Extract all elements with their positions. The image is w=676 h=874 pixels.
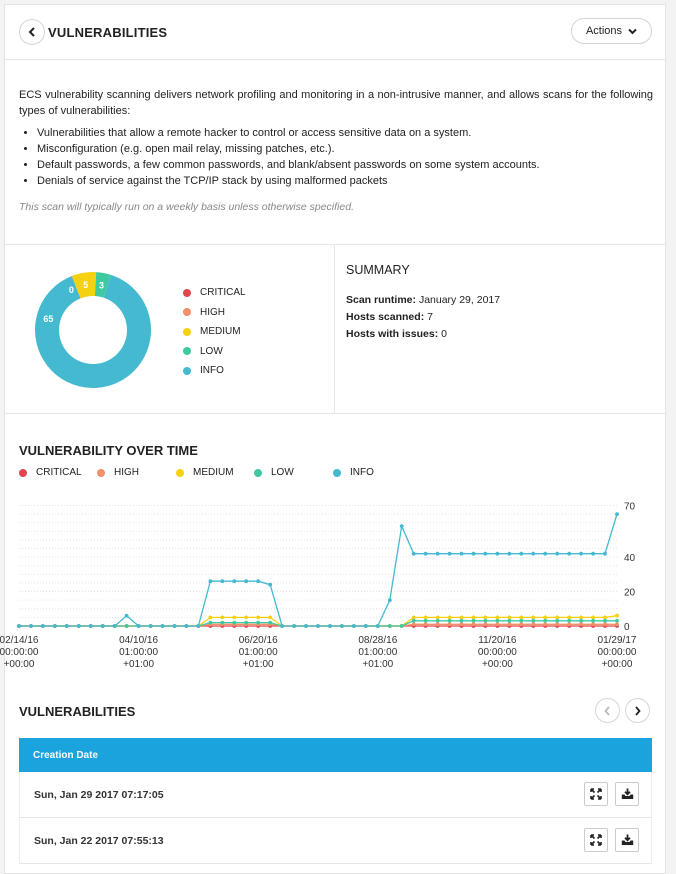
data-point-info[interactable]	[209, 579, 213, 583]
data-point-low[interactable]	[125, 624, 129, 628]
intro-section	[19, 87, 653, 215]
prev-page-button[interactable]	[595, 698, 620, 723]
data-point-low[interactable]	[555, 619, 559, 623]
data-point-low[interactable]	[603, 619, 607, 623]
legend-dot	[97, 469, 105, 477]
data-point-info[interactable]	[412, 552, 416, 556]
legend-item-info[interactable]	[183, 361, 246, 381]
summary-label: Hosts with issues:	[346, 328, 439, 340]
data-point-info[interactable]	[603, 552, 607, 556]
y-tick-label: 70	[624, 501, 636, 513]
legend-label: LOW	[271, 467, 294, 478]
x-tick-label: 00:00:00	[597, 647, 637, 658]
data-point-medium[interactable]	[448, 616, 452, 620]
severity-donut-chart	[27, 268, 159, 392]
chevron-left-icon	[28, 27, 36, 37]
vulnerability-types-list	[37, 125, 653, 189]
data-point-info[interactable]	[400, 524, 404, 528]
expand-icon	[590, 788, 602, 800]
data-point-info[interactable]	[280, 624, 284, 628]
creation-date: Sun, Jan 22 2017 07:55:13	[34, 834, 164, 847]
x-tick-label: 01:00:00	[358, 647, 398, 658]
data-point-medium[interactable]	[543, 616, 547, 620]
data-point-low[interactable]	[591, 619, 595, 623]
x-tick-label: 01:00:00	[119, 647, 159, 658]
chart-legend-info[interactable]	[333, 467, 374, 478]
data-point-high[interactable]	[436, 622, 440, 626]
data-point-info[interactable]	[316, 624, 320, 628]
data-point-medium[interactable]	[579, 616, 583, 620]
x-tick-label: +00:00	[481, 659, 513, 670]
donut-label-info: 65	[43, 314, 54, 325]
divider	[334, 245, 335, 414]
data-point-info[interactable]	[304, 624, 308, 628]
x-tick-label: 01:00:00	[238, 647, 278, 658]
chart-title: VULNERABILITY OVER TIME	[19, 443, 198, 458]
legend-dot	[183, 328, 191, 336]
data-point-low[interactable]	[268, 621, 272, 625]
data-point-medium[interactable]	[232, 616, 236, 620]
data-point-medium[interactable]	[268, 616, 272, 620]
table-title: VULNERABILITIES	[19, 704, 136, 719]
data-point-low[interactable]	[484, 619, 488, 623]
data-point-high[interactable]	[424, 622, 428, 626]
data-point-info[interactable]	[508, 552, 512, 556]
data-point-medium[interactable]	[412, 616, 416, 620]
chart-legend-low[interactable]	[254, 467, 294, 478]
data-point-low[interactable]	[567, 619, 571, 623]
data-point-low[interactable]	[388, 624, 392, 628]
data-point-info[interactable]	[496, 552, 500, 556]
data-point-info[interactable]	[185, 624, 189, 628]
data-point-medium[interactable]	[508, 616, 512, 620]
data-point-info[interactable]	[376, 624, 380, 628]
data-point-info[interactable]	[41, 624, 45, 628]
data-point-low[interactable]	[244, 621, 248, 625]
data-point-medium[interactable]	[460, 616, 464, 620]
summary-label: Hosts scanned:	[346, 311, 425, 323]
x-tick-label: +01:00	[362, 659, 394, 670]
data-point-info[interactable]	[340, 624, 344, 628]
y-tick-label: 40	[624, 553, 636, 565]
data-point-info[interactable]	[591, 552, 595, 556]
legend-dot	[176, 469, 184, 477]
page-title: VULNERABILITIES	[48, 25, 168, 40]
divider	[5, 413, 665, 414]
legend-dot	[183, 308, 191, 316]
data-point-high[interactable]	[615, 622, 619, 626]
legend-dot	[19, 469, 27, 477]
data-point-info[interactable]	[268, 583, 272, 587]
legend-item-low[interactable]	[183, 342, 246, 362]
actions-button[interactable]	[571, 18, 652, 44]
data-point-low[interactable]	[472, 619, 476, 623]
data-point-low[interactable]	[256, 621, 260, 625]
list-item: • Vulnerabilities that allow a remote hacker to control or access sensitive data on a system.	[37, 125, 653, 141]
data-point-info[interactable]	[567, 552, 571, 556]
data-point-medium[interactable]	[555, 616, 559, 620]
data-point-info[interactable]	[579, 552, 583, 556]
data-point-medium[interactable]	[209, 616, 213, 620]
data-point-low[interactable]	[448, 619, 452, 623]
data-point-info[interactable]	[29, 624, 33, 628]
data-point-high[interactable]	[555, 622, 559, 626]
data-point-high[interactable]	[448, 622, 452, 626]
data-point-info[interactable]	[388, 598, 392, 602]
data-point-high[interactable]	[460, 622, 464, 626]
intro-paragraph: ECS vulnerability scanning delivers network profiling and monitoring in a non-intrusive manner, and allows scans for the following types of vulnerabilities:	[19, 89, 653, 117]
data-point-high[interactable]	[496, 622, 500, 626]
data-point-info[interactable]	[328, 624, 332, 628]
data-point-high[interactable]	[412, 622, 416, 626]
vulnerabilities-card	[0, 4, 666, 874]
data-point-low[interactable]	[412, 619, 416, 623]
data-point-info[interactable]	[53, 624, 57, 628]
table-row[interactable]	[19, 772, 652, 818]
chevron-left-icon	[604, 706, 611, 716]
summary-label: Scan runtime:	[346, 294, 417, 306]
data-point-low[interactable]	[400, 624, 404, 628]
x-tick-label: 01/29/17	[597, 635, 637, 646]
data-point-low[interactable]	[220, 621, 224, 625]
data-point-high[interactable]	[472, 622, 476, 626]
download-icon	[621, 788, 634, 800]
data-point-info[interactable]	[364, 624, 368, 628]
legend-label: HIGH	[200, 306, 225, 318]
page-header	[5, 5, 665, 60]
data-point-low[interactable]	[209, 621, 213, 625]
back-button[interactable]	[19, 19, 45, 45]
donut-label-zero: 0	[68, 284, 74, 295]
list-item: • Default passwords, a few common passwords, and blank/absent passwords on some system accounts.	[37, 157, 653, 173]
data-point-medium[interactable]	[436, 616, 440, 620]
data-point-low[interactable]	[519, 619, 523, 623]
data-point-medium[interactable]	[484, 616, 488, 620]
download-button[interactable]	[615, 828, 639, 852]
data-point-high[interactable]	[591, 622, 595, 626]
donut-svg	[27, 268, 159, 392]
summary-runtime	[346, 292, 500, 309]
data-point-high[interactable]	[508, 622, 512, 626]
data-point-medium[interactable]	[424, 616, 428, 620]
data-point-high[interactable]	[543, 622, 547, 626]
expand-icon	[590, 834, 602, 846]
data-point-high[interactable]	[603, 622, 607, 626]
data-point-info[interactable]	[161, 624, 165, 628]
summary-hosts-scanned	[346, 309, 500, 326]
data-point-info[interactable]	[519, 552, 523, 556]
legend-dot	[333, 469, 341, 477]
data-point-info[interactable]	[543, 552, 547, 556]
legend-label: INFO	[350, 467, 374, 478]
x-tick-label: 02/14/16	[0, 635, 39, 646]
chart-legend	[19, 467, 519, 481]
download-icon	[621, 834, 634, 846]
data-point-info[interactable]	[65, 624, 69, 628]
data-point-info[interactable]	[615, 512, 619, 516]
actions-label: Actions	[585, 25, 623, 37]
legend-item-high[interactable]	[183, 303, 246, 323]
legend-label: MEDIUM	[200, 326, 241, 338]
summary-hosts-issues	[346, 326, 500, 343]
chart-legend-critical[interactable]	[19, 467, 82, 478]
data-point-medium[interactable]	[615, 614, 619, 618]
legend-item-medium[interactable]	[183, 322, 246, 342]
data-point-medium[interactable]	[531, 616, 535, 620]
list-item: • Denials of service against the TCP/IP stack by using malformed packets	[37, 173, 653, 189]
x-tick-label: +01:00	[123, 659, 155, 670]
download-button[interactable]	[615, 782, 639, 806]
data-point-medium[interactable]	[220, 616, 224, 620]
data-point-info[interactable]	[125, 614, 129, 618]
schedule-note: This scan will typically run on a weekly basis unless otherwise specified.	[19, 201, 354, 213]
x-tick-label: 06/20/16	[238, 635, 278, 646]
data-point-low[interactable]	[615, 619, 619, 623]
data-point-info[interactable]	[77, 624, 81, 628]
data-point-info[interactable]	[531, 552, 535, 556]
x-tick-label: +00:00	[3, 659, 35, 670]
x-tick-label: 11/20/16	[478, 635, 517, 646]
data-point-info[interactable]	[149, 624, 153, 628]
data-point-low[interactable]	[543, 619, 547, 623]
data-point-high[interactable]	[519, 622, 523, 626]
legend-dot	[254, 469, 262, 477]
data-point-medium[interactable]	[603, 616, 607, 620]
data-point-info[interactable]	[555, 552, 559, 556]
data-point-info[interactable]	[17, 624, 21, 628]
legend-dot	[183, 289, 191, 297]
data-point-medium[interactable]	[591, 616, 595, 620]
data-point-info[interactable]	[484, 552, 488, 556]
severity-legend	[183, 283, 246, 381]
x-tick-label: 00:00:00	[477, 647, 517, 658]
summary-value: January 29, 2017	[418, 294, 501, 306]
legend-label: MEDIUM	[193, 467, 234, 478]
data-point-medium[interactable]	[256, 616, 260, 620]
legend-dot	[183, 347, 191, 355]
legend-item-critical[interactable]	[183, 283, 246, 303]
data-point-info[interactable]	[137, 624, 141, 628]
data-point-low[interactable]	[496, 619, 500, 623]
scans-table	[19, 738, 652, 864]
expand-button[interactable]	[584, 782, 608, 806]
x-tick-label: 04/10/16	[119, 635, 159, 646]
data-point-info[interactable]	[352, 624, 356, 628]
table-header[interactable]: Creation Date	[19, 738, 652, 772]
summary-value: 7	[427, 311, 433, 323]
creation-date: Sun, Jan 29 2017 07:17:05	[34, 788, 164, 801]
data-point-info[interactable]	[173, 624, 177, 628]
data-point-low[interactable]	[579, 619, 583, 623]
x-tick-label: +00:00	[601, 659, 633, 670]
chevron-down-icon	[628, 28, 637, 35]
donut-segment-info[interactable]	[47, 286, 139, 376]
x-tick-label: +01:00	[242, 659, 274, 670]
chart-legend-high[interactable]	[97, 467, 139, 478]
data-point-info[interactable]	[424, 552, 428, 556]
legend-label: CRITICAL	[200, 287, 246, 299]
next-page-button[interactable]	[625, 698, 650, 723]
x-tick-label: 00:00:00	[0, 647, 39, 658]
data-point-info[interactable]	[448, 552, 452, 556]
data-point-low[interactable]	[508, 619, 512, 623]
data-point-medium[interactable]	[496, 616, 500, 620]
data-point-high[interactable]	[579, 622, 583, 626]
data-point-info[interactable]	[460, 552, 464, 556]
data-point-info[interactable]	[256, 579, 260, 583]
y-tick-label: 0	[624, 622, 630, 633]
summary-value: 0	[441, 328, 447, 340]
legend-dot	[183, 367, 191, 375]
data-point-low[interactable]	[436, 619, 440, 623]
data-point-info[interactable]	[472, 552, 476, 556]
data-point-medium[interactable]	[519, 616, 523, 620]
series-line-info	[19, 514, 617, 626]
data-point-info[interactable]	[436, 552, 440, 556]
list-item: • Misconfiguration (e.g. open mail relay, missing patches, etc.).	[37, 141, 653, 157]
data-point-info[interactable]	[101, 624, 105, 628]
data-point-info[interactable]	[244, 579, 248, 583]
legend-label: HIGH	[114, 467, 139, 478]
data-point-medium[interactable]	[567, 616, 571, 620]
data-point-info[interactable]	[89, 624, 93, 628]
legend-label: INFO	[200, 365, 224, 377]
chevron-right-icon	[634, 706, 641, 716]
donut-label-low: 3	[98, 280, 105, 291]
data-point-low[interactable]	[460, 619, 464, 623]
data-point-info[interactable]	[113, 624, 117, 628]
legend-label: LOW	[200, 345, 223, 357]
data-point-low[interactable]	[531, 619, 535, 623]
data-point-medium[interactable]	[472, 616, 476, 620]
divider	[5, 244, 665, 245]
donut-label-medium: 5	[83, 280, 89, 291]
data-point-info[interactable]	[220, 579, 224, 583]
vulnerability-line-chart	[0, 495, 665, 685]
data-point-medium[interactable]	[244, 616, 248, 620]
summary-title: SUMMARY	[346, 263, 410, 277]
x-tick-label: 08/28/16	[358, 635, 398, 646]
data-point-info[interactable]	[232, 579, 236, 583]
data-point-low[interactable]	[424, 619, 428, 623]
data-point-info[interactable]	[197, 624, 201, 628]
data-point-low[interactable]	[232, 621, 236, 625]
data-point-high[interactable]	[484, 622, 488, 626]
y-tick-label: 20	[624, 587, 636, 599]
expand-button[interactable]	[584, 828, 608, 852]
data-point-high[interactable]	[567, 622, 571, 626]
data-point-info[interactable]	[292, 624, 296, 628]
summary-panel	[346, 263, 500, 343]
data-point-high[interactable]	[531, 622, 535, 626]
legend-label: CRITICAL	[36, 467, 82, 478]
chart-legend-medium[interactable]	[176, 467, 234, 478]
table-row[interactable]	[19, 818, 652, 864]
